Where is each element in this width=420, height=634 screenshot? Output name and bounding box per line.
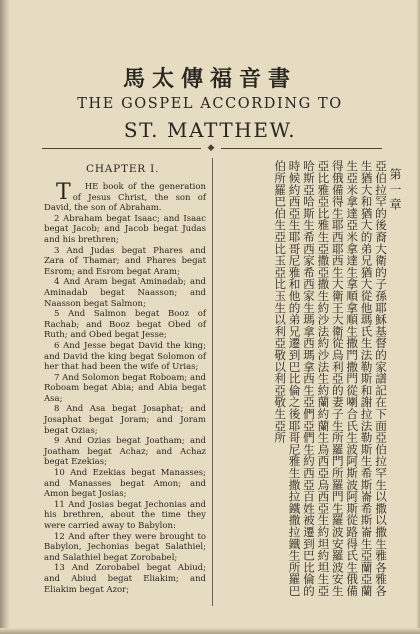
drop-cap: T: [56, 180, 71, 205]
rule-ornament-icon: ◆: [201, 143, 221, 153]
verse-8: 8 And Asa begat Josaphat; and Josaphat begat Joram; and Joram begat Ozias;: [44, 404, 206, 436]
verse-11: 11 And Josias begat Jechonias and his brethren, about the time they were carried away to Babylon:: [44, 499, 206, 531]
verse-9: 9 And Ozias begat Joatham; and Joatham begat Achaz; and Achaz begat Ezekias;: [44, 436, 206, 468]
verse-6: 6 And Jesse begat David the king; and David the king begat Solomon of her that had been the wife of Urias;: [44, 340, 206, 373]
verse-5: 5 And Salmon begat Booz of Rachab; and Booz begat Obed of Ruth; and Obed begat Jesse;: [44, 309, 206, 341]
page-edge-bottom: [0, 628, 420, 634]
verse-12: 12 And after they were brought to Babylon, Jechonias begat Salathiel; and Salathiel begat Zorobabel;: [44, 531, 206, 563]
verse-10: 10 And Ezekias begat Manasses; and Manasses begat Amon; and Amon begat Josias;: [44, 468, 206, 500]
verse-7: 7 And Solomon begat Roboam; and Roboam begat Abia; and Abia begat Asa;: [44, 372, 206, 404]
column-divider: [212, 158, 213, 606]
verse-3: 3 And Judas begat Phares and Zara of Thamar; and Phares begat Esrom; and Esrom begat Aram;: [44, 245, 206, 277]
verse-text: HE book of the generation of Jesus Christ, the son of David, the son of Abraham.: [44, 182, 206, 214]
english-chapter-heading: CHAPTER I.: [86, 163, 160, 175]
verse-4: 4 And Aram begat Aminadab; and Aminadab begat Naasson; and Naasson begat Salmon;: [44, 277, 206, 309]
chinese-title: 馬太傳福音書: [122, 66, 297, 92]
english-title-line1: THE GOSPEL ACCORDING TO: [77, 96, 343, 112]
verse-13: 13 And Zorobabel begat Abiud; and Abiud begat Eliakim; and Eliakim begat Azor;: [44, 563, 206, 595]
english-title-line2: ST. MATTHEW.: [123, 118, 297, 142]
verse-2: 2 Abraham begat Isaac; and Isaac begat Jacob; and Jacob begat Judas and his brethren;: [44, 213, 206, 245]
english-verses: [44, 182, 206, 595]
chinese-text-column: 亞伯拉罕的後裔大衛的子孫耶穌基督的家譜記在下面亞伯拉罕生以撒以撒生雅各雅各生猶大和猶大的弟兄猶大從他瑪氏生法勒斯和謝拉法勒斯生希斯崙希斯崙生亞蘭亞蘭生亞米拿達亞米拿達生拿順拿順生撒門撒門從喇合氏生波阿斯波阿斯從路得氏生俄備得俄備得生耶西耶西生大衛王大衛從烏利亞的妻子生所羅門所羅門生羅波安羅波安生亞比雅亞比雅生亞撒亞撒生約沙法約沙法生約蘭約蘭生烏西亞烏西亞生約坦約坦生亞哈斯亞哈斯生希西家希西家生瑪拿西瑪拿西生亞們亞們生約西亞百姓被遷到巴比倫的時候約西亞生耶哥尼雅和他的弟兄遷到巴比倫之後耶哥尼雅生撒拉鐵撒拉鐵生所羅巴伯所羅巴伯生亞比玉亞比玉生以利亞敬以利亞敬生亞所: [273, 160, 388, 597]
verse-1: [44, 182, 206, 214]
chinese-chapter-heading: 第一章: [388, 168, 402, 213]
